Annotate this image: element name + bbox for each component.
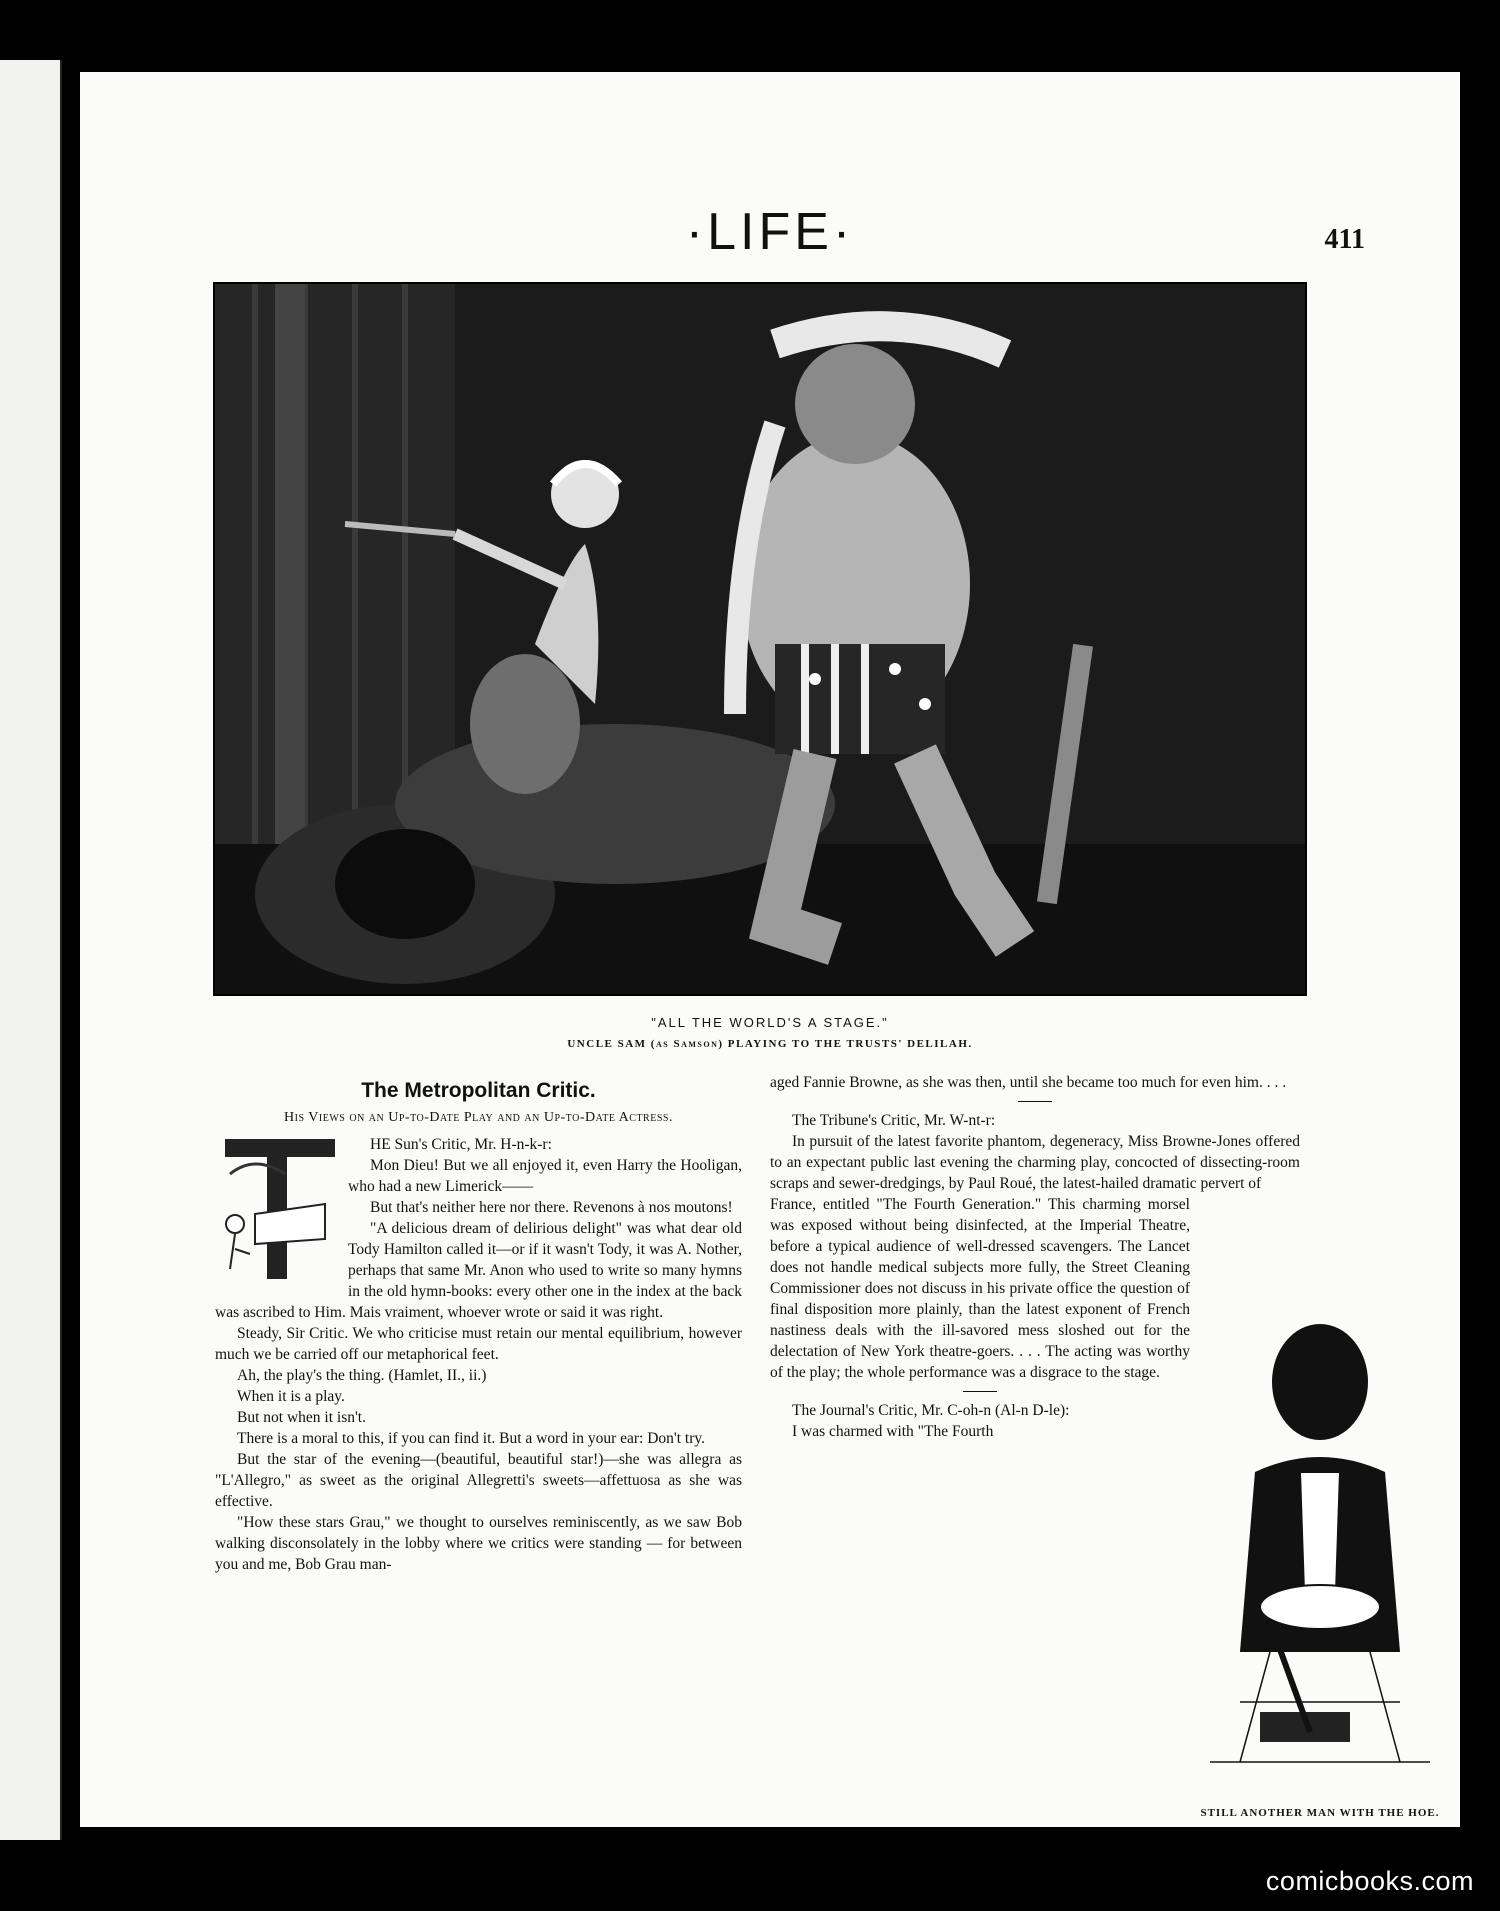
article-title: The Metropolitan Critic.	[361, 1079, 596, 1102]
paragraph: aged Fannie Browne, as she was then, until she became too much for even him. . . .	[770, 1074, 1287, 1091]
narrow-text-block	[770, 1194, 1190, 1442]
paragraph: There is a moral to this, if you can find it. But a word in your ear: Don't try.	[237, 1430, 705, 1447]
paragraph: When it is a play.	[237, 1388, 345, 1405]
page-number: 411	[1324, 224, 1365, 255]
cartoon-caption-title: "ALL THE WORLD'S A STAGE."	[651, 1015, 889, 1030]
paragraph: HE Sun's Critic, Mr. H-n-k-r:	[370, 1136, 552, 1153]
cartoon-drawing	[215, 284, 1305, 994]
paragraph: Ah, the play's the thing. (Hamlet, II., ii.)	[237, 1367, 487, 1384]
dropcap-t-illustration	[215, 1134, 340, 1284]
paragraph: "A delicious dream of delirious delight" was what dear old Tody Hamilton called it—or if it wasn't Tody, it was A. Nother, perhaps that same Mr. Anon who used to write so many hymns in the old hymn-books: every other one in the index at the back was ascribed to Him. Mais vraiment, whoever wrote or said it was right.	[215, 1220, 742, 1321]
paragraph: France, entitled "The Fourth Generation." This charming morsel was exposed without being disinfected, at the Imperial Theatre, before a typical audience of well-dressed scavengers. The Lancet does not handle medical subjects more fully, the Street Cleaning Commissioner does not discuss in his private office the question of final disposition more plainly, than the latest exponent of French nastiness deals with the ill-savored mess sloshed out for the delectation of New York theatre-goers. . . . The acting was worthy of the play; the whole performance was a disgrace to the stage.	[770, 1196, 1190, 1381]
cartoon-illustration	[213, 282, 1307, 996]
sidebar-caption: STILL ANOTHER MAN WITH THE HOE.	[1200, 1807, 1440, 1819]
article-column-1	[215, 1072, 742, 1575]
section-heading: The Tribune's Critic, Mr. W-nt-r:	[792, 1112, 996, 1129]
waiter-silhouette-illustration	[1200, 1322, 1440, 1792]
previous-page-edge	[0, 60, 62, 1840]
cartoon-caption-subtitle: UNCLE SAM (as Samson) PLAYING TO THE TRUSTS' DELILAH.	[567, 1038, 973, 1050]
paragraph: I was charmed with "The Fourth	[792, 1423, 994, 1440]
section-divider	[1018, 1101, 1052, 1102]
section-heading: The Journal's Critic, Mr. C-oh-n (Al-n D-le):	[792, 1402, 1070, 1419]
paragraph: "How these stars Grau," we thought to ourselves reminiscently, as we saw Bob walking disconsolately in the lobby where we critics were standing — for between you and me, Bob Grau man-	[215, 1514, 742, 1573]
article-subtitle: His Views on an Up-to-Date Play and an Up-to-Date Actress.	[284, 1110, 673, 1125]
paragraph: Mon Dieu! But we all enjoyed it, even Harry the Hooligan, who had a new Limerick——	[348, 1157, 742, 1195]
site-watermark: comicbooks.com	[1265, 1866, 1474, 1896]
paragraph: Steady, Sir Critic. We who criticise must retain our mental equilibrium, however much we be carried off our metaphorical feet.	[215, 1325, 742, 1363]
paragraph: But the star of the evening—(beautiful, beautiful star!)—she was allegra as "L'Allegro," as sweet as the original Allegretti's sweets—affettuosa as she was effective.	[215, 1451, 742, 1510]
magazine-page	[80, 72, 1460, 1827]
section-divider	[963, 1391, 997, 1392]
masthead: ·LIFE·	[685, 203, 855, 261]
paragraph: But that's neither here nor there. Revenons à nos moutons!	[370, 1199, 733, 1216]
paragraph: But not when it isn't.	[237, 1409, 366, 1426]
paragraph: In pursuit of the latest favorite phantom, degeneracy, Miss Browne-Jones offered to an expectant public last evening the charming play, concocted of dissecting-room scraps and sewer-dredgings, by Paul Roué, the latest-hailed dramatic pervert of	[770, 1133, 1300, 1192]
